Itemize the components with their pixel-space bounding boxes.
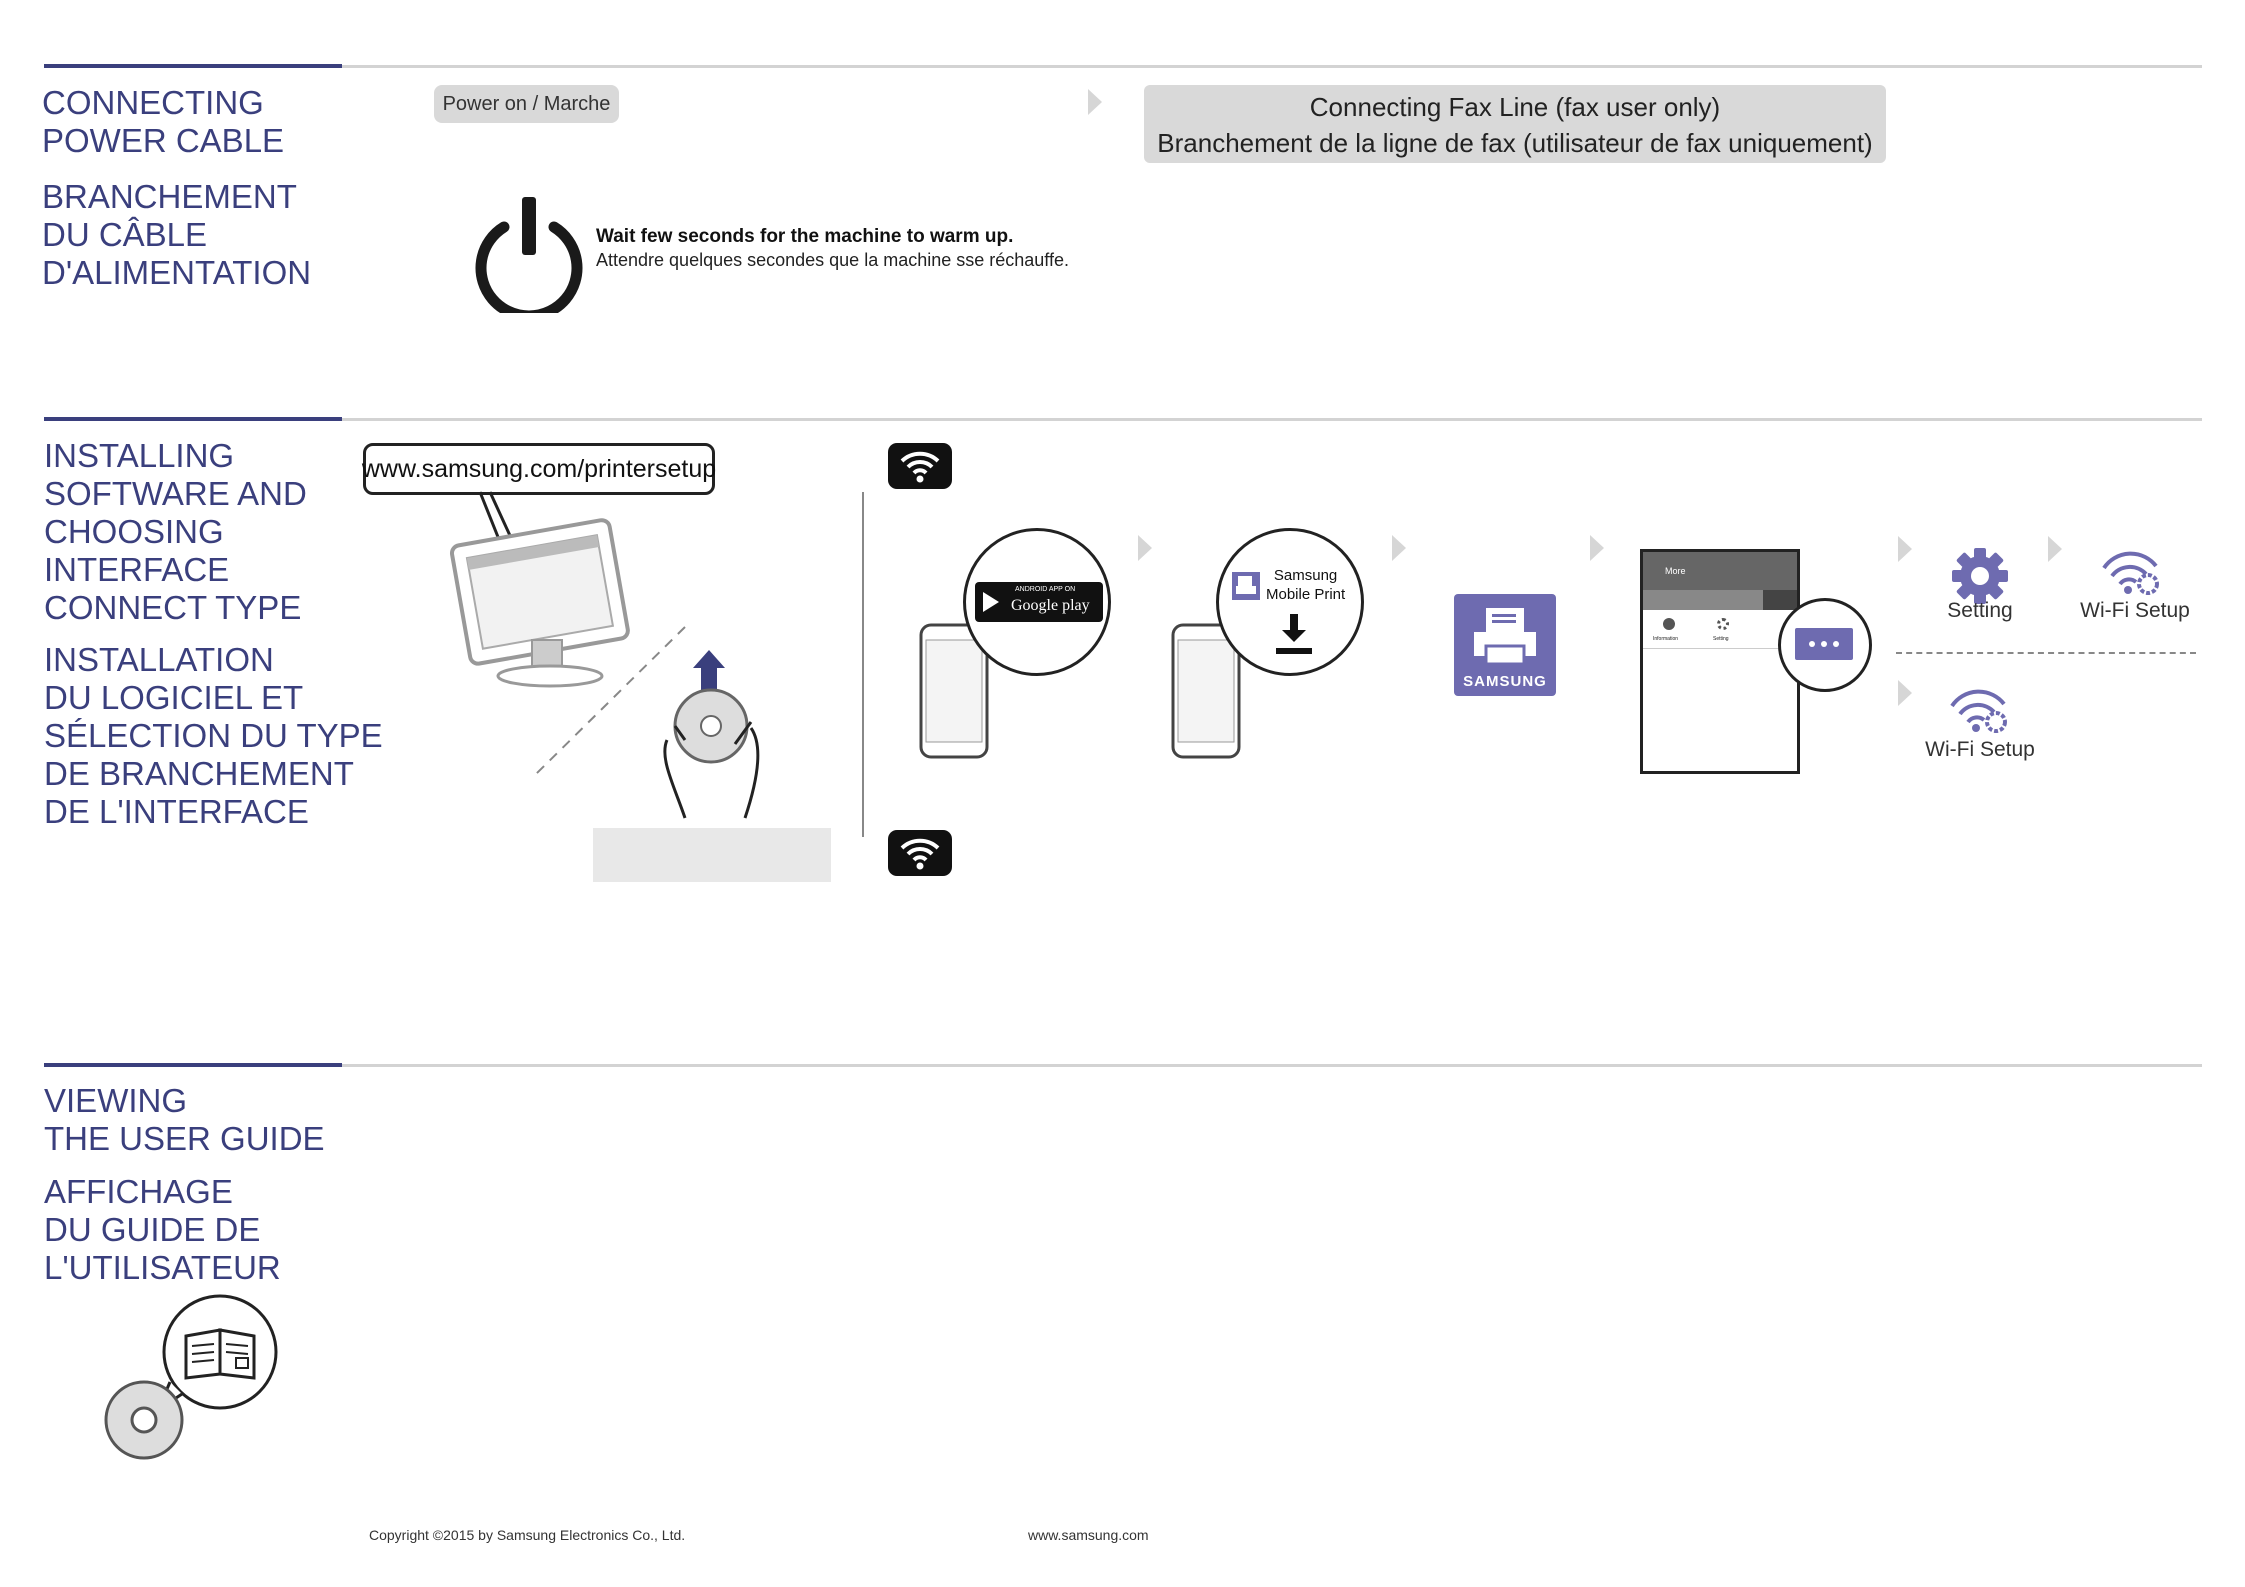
fax-line-en: Connecting Fax Line (fax user only) xyxy=(1309,92,1721,122)
phone-setting-label: Setting xyxy=(1713,636,1729,642)
section-title-fr: INSTALLATION DU LOGICIEL ET SÉLECTION DU TYPE DE BRANCHEMENT DE L'INTERFACE xyxy=(44,641,383,830)
mobile-print-label: Samsung Mobile Print xyxy=(1266,567,1346,603)
dashed-separator xyxy=(1896,652,2196,654)
section-divider xyxy=(340,418,2202,421)
phone-divider xyxy=(1643,648,1797,649)
wifi-icon xyxy=(888,443,952,489)
power-on-label: Power on / Marche xyxy=(434,85,619,123)
arrow-right-icon xyxy=(1138,535,1152,561)
wifi-badge-bottom xyxy=(888,830,952,876)
section-divider xyxy=(340,65,2202,68)
user-guide-cd-icon xyxy=(102,1292,292,1464)
hand-cd-icon xyxy=(655,648,775,823)
cd-placeholder-box xyxy=(593,828,831,882)
info-icon xyxy=(1663,618,1675,630)
arrow-right-icon xyxy=(1590,535,1604,561)
phone-more-tab xyxy=(1763,590,1797,610)
samsung-logo-text: SAMSUNG xyxy=(1463,673,1547,690)
phone-screen-mockup xyxy=(1640,549,1800,774)
printer-small-icon xyxy=(1230,570,1262,602)
section-accent-rule xyxy=(44,1063,342,1067)
setting-label: Setting xyxy=(1947,599,2013,622)
wifi-setup-label: Wi-Fi Setup xyxy=(2080,599,2190,622)
section-divider xyxy=(340,1064,2202,1067)
arrow-right-icon xyxy=(1898,536,1912,562)
gear-small-icon xyxy=(1717,618,1729,630)
phone-status-bar xyxy=(1643,552,1797,590)
phone-info-label: Information xyxy=(1653,636,1679,642)
fax-line-fr: Branchement de la ligne de fax (utilisateur de fax uniquement) xyxy=(1157,128,1873,158)
section-title-en: INSTALLING SOFTWARE AND CHOOSING INTERFACE CONNECT TYPE xyxy=(44,437,307,626)
url-bubble xyxy=(363,443,715,495)
arrow-right-icon xyxy=(2048,536,2062,562)
phone-header-title: More xyxy=(1665,566,1686,576)
arrow-right-icon xyxy=(1898,680,1912,706)
samsung-mobile-print-app-icon xyxy=(1454,594,1556,696)
google-play-small-text: ANDROID APP ON xyxy=(1015,586,1076,593)
download-icon xyxy=(1272,612,1316,656)
google-play-text: Google play xyxy=(1011,597,1090,614)
wifi-icon xyxy=(888,830,952,876)
wifi-badge-top xyxy=(888,443,952,489)
gear-icon xyxy=(1951,547,2009,605)
warm-up-text-en: Wait few seconds for the machine to warm up. xyxy=(596,226,1014,247)
setup-url: www.samsung.com/printersetup xyxy=(361,454,717,483)
section-title-fr: BRANCHEMENT DU CÂBLE D'ALIMENTATION xyxy=(42,178,312,291)
wifi-setup-icon xyxy=(2100,550,2162,596)
section-title-en: CONNECTING POWER CABLE xyxy=(42,84,285,159)
section-accent-rule xyxy=(44,417,342,421)
wifi-setup-icon xyxy=(1948,688,2010,734)
fax-connection-box xyxy=(1144,85,1886,163)
website-link[interactable]: www.samsung.com xyxy=(1028,1527,1149,1543)
arrow-right-icon xyxy=(1392,535,1406,561)
power-icon xyxy=(470,195,588,313)
warm-up-text-fr: Attendre quelques secondes que la machine sse réchauffe. xyxy=(596,250,1069,270)
more-options-icon xyxy=(1795,628,1853,660)
copyright-text: Copyright ©2015 by Samsung Electronics Co., Ltd. xyxy=(369,1527,686,1543)
printer-icon xyxy=(1470,606,1540,666)
vertical-divider xyxy=(862,492,864,837)
section-title-en: VIEWING THE USER GUIDE xyxy=(44,1082,325,1157)
wifi-setup-label: Wi-Fi Setup xyxy=(1925,738,2035,761)
arrow-right-icon xyxy=(1088,89,1102,115)
section-accent-rule xyxy=(44,64,342,68)
section-title-fr: AFFICHAGE DU GUIDE DE L'UTILISATEUR xyxy=(44,1173,281,1286)
play-icon xyxy=(981,590,1001,614)
google-play-badge xyxy=(975,582,1103,622)
